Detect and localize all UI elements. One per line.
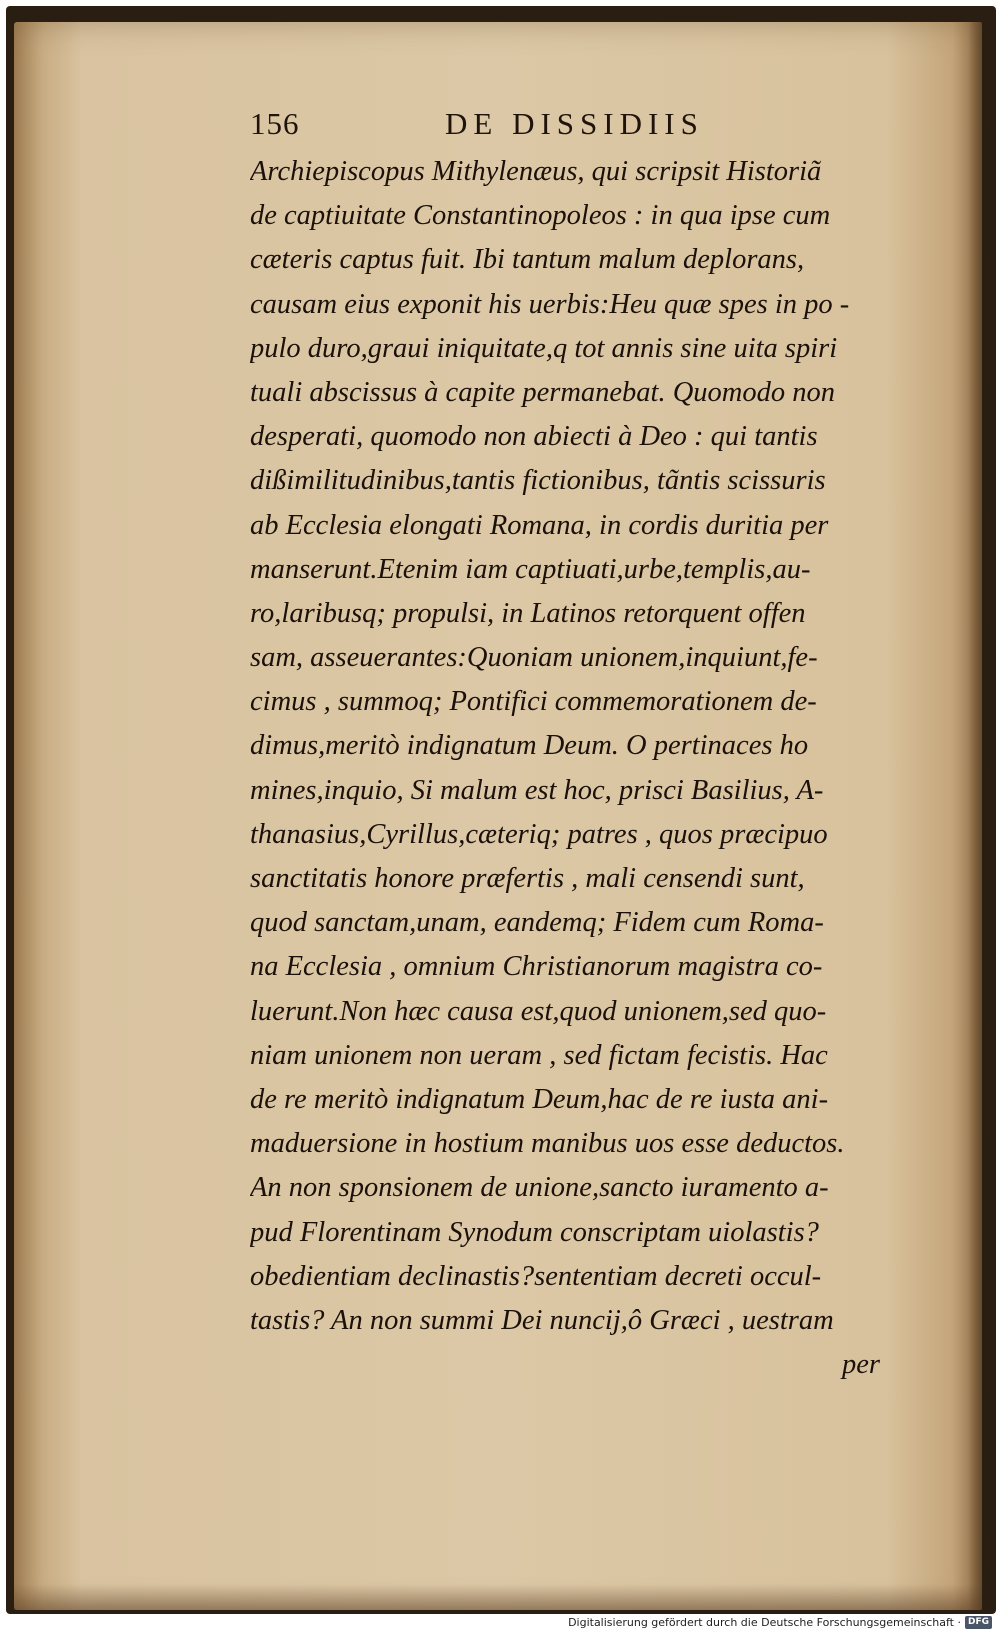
body-text	[250, 150, 890, 1387]
text-line: mines,inquio, Si malum est hoc, prisci Basilius, A-	[250, 774, 824, 806]
text-line: thanasius,Cyrillus,cæteriq; patres , quos præcipuo	[250, 818, 828, 850]
text-line: sam, asseuerantes:Quoniam unionem,inquiunt,fe-	[250, 642, 818, 674]
text-line: ro,laribusq; propulsi, in Latinos retorquent offen	[250, 597, 806, 629]
text-line: tuali abscissus à capite permanebat. Quomodo non	[250, 376, 836, 408]
running-title: DE DISSIDIIS	[445, 106, 704, 141]
text-line: de re meritò indignatum Deum,hac de re iusta ani-	[250, 1083, 829, 1115]
text-line: tastis? An non summi Dei nuncij,ô Græci , uestram	[250, 1304, 834, 1336]
text-line: niam unionem non ueram , sed fictam fecistis. Hac	[250, 1039, 828, 1071]
text-line: pud Florentinam Synodum conscriptam uiolastis?	[250, 1216, 819, 1248]
running-head	[250, 106, 890, 142]
text-line: manserunt.Etenim iam captiuati,urbe,templis,au-	[250, 553, 811, 585]
text-line: de captiuitate Constantinopoleos : in qua ipse cum	[250, 200, 831, 232]
text-line: cæteris captus fuit. Ibi tantum malum deplorans,	[250, 244, 805, 276]
text-line: dißimilitudinibus,tantis fictionibus, tãntis scissuris	[250, 465, 826, 497]
catchword: per	[842, 1349, 880, 1381]
text-line: pulo duro,graui iniquitate,q tot annis sine uita spiri	[250, 332, 838, 364]
text-line: na Ecclesia , omnium Christianorum magistra co-	[250, 951, 823, 983]
text-line: Archiepiscopus Mithylenæus, qui scripsit Historiã	[250, 156, 822, 187]
page-number: 156	[250, 106, 300, 141]
text-line: An non sponsionem de unione,sancto iuramento a-	[250, 1172, 829, 1204]
text-line: ab Ecclesia elongati Romana, in cordis duritia per	[250, 509, 829, 541]
text-line: dimus,meritò indignatum Deum. O pertinaces ho	[250, 730, 809, 762]
text-line: desperati, quomodo non abiecti à Deo : qui tantis	[250, 421, 818, 453]
text-line: obedientiam declinastis?sententiam decreti occul-	[250, 1260, 822, 1292]
leaf-bottom-shadow	[14, 1584, 982, 1610]
text-line: luerunt.Non hæc causa est,quod unionem,sed quo-	[250, 995, 827, 1027]
text-line: causam eius exponit his uerbis:Heu quæ spes in po -	[250, 288, 850, 320]
dfg-logo: DFG	[965, 1616, 992, 1629]
leaf-edge-shadow	[968, 22, 982, 1610]
text-line: cimus , summoq; Pontifici commemorationem de-	[250, 686, 817, 718]
digitization-credit	[568, 1614, 992, 1630]
text-line: sanctitatis honore præfertis , mali censendi sunt,	[250, 863, 805, 894]
text-line: quod sanctam,unam, eandemq; Fidem cum Roma-	[250, 907, 824, 939]
credit-text: Digitalisierung gefördert durch die Deutsche Forschungsgemeinschaft ·	[568, 1615, 961, 1629]
text-line: maduersione in hostium manibus uos esse deductos.	[250, 1128, 845, 1160]
